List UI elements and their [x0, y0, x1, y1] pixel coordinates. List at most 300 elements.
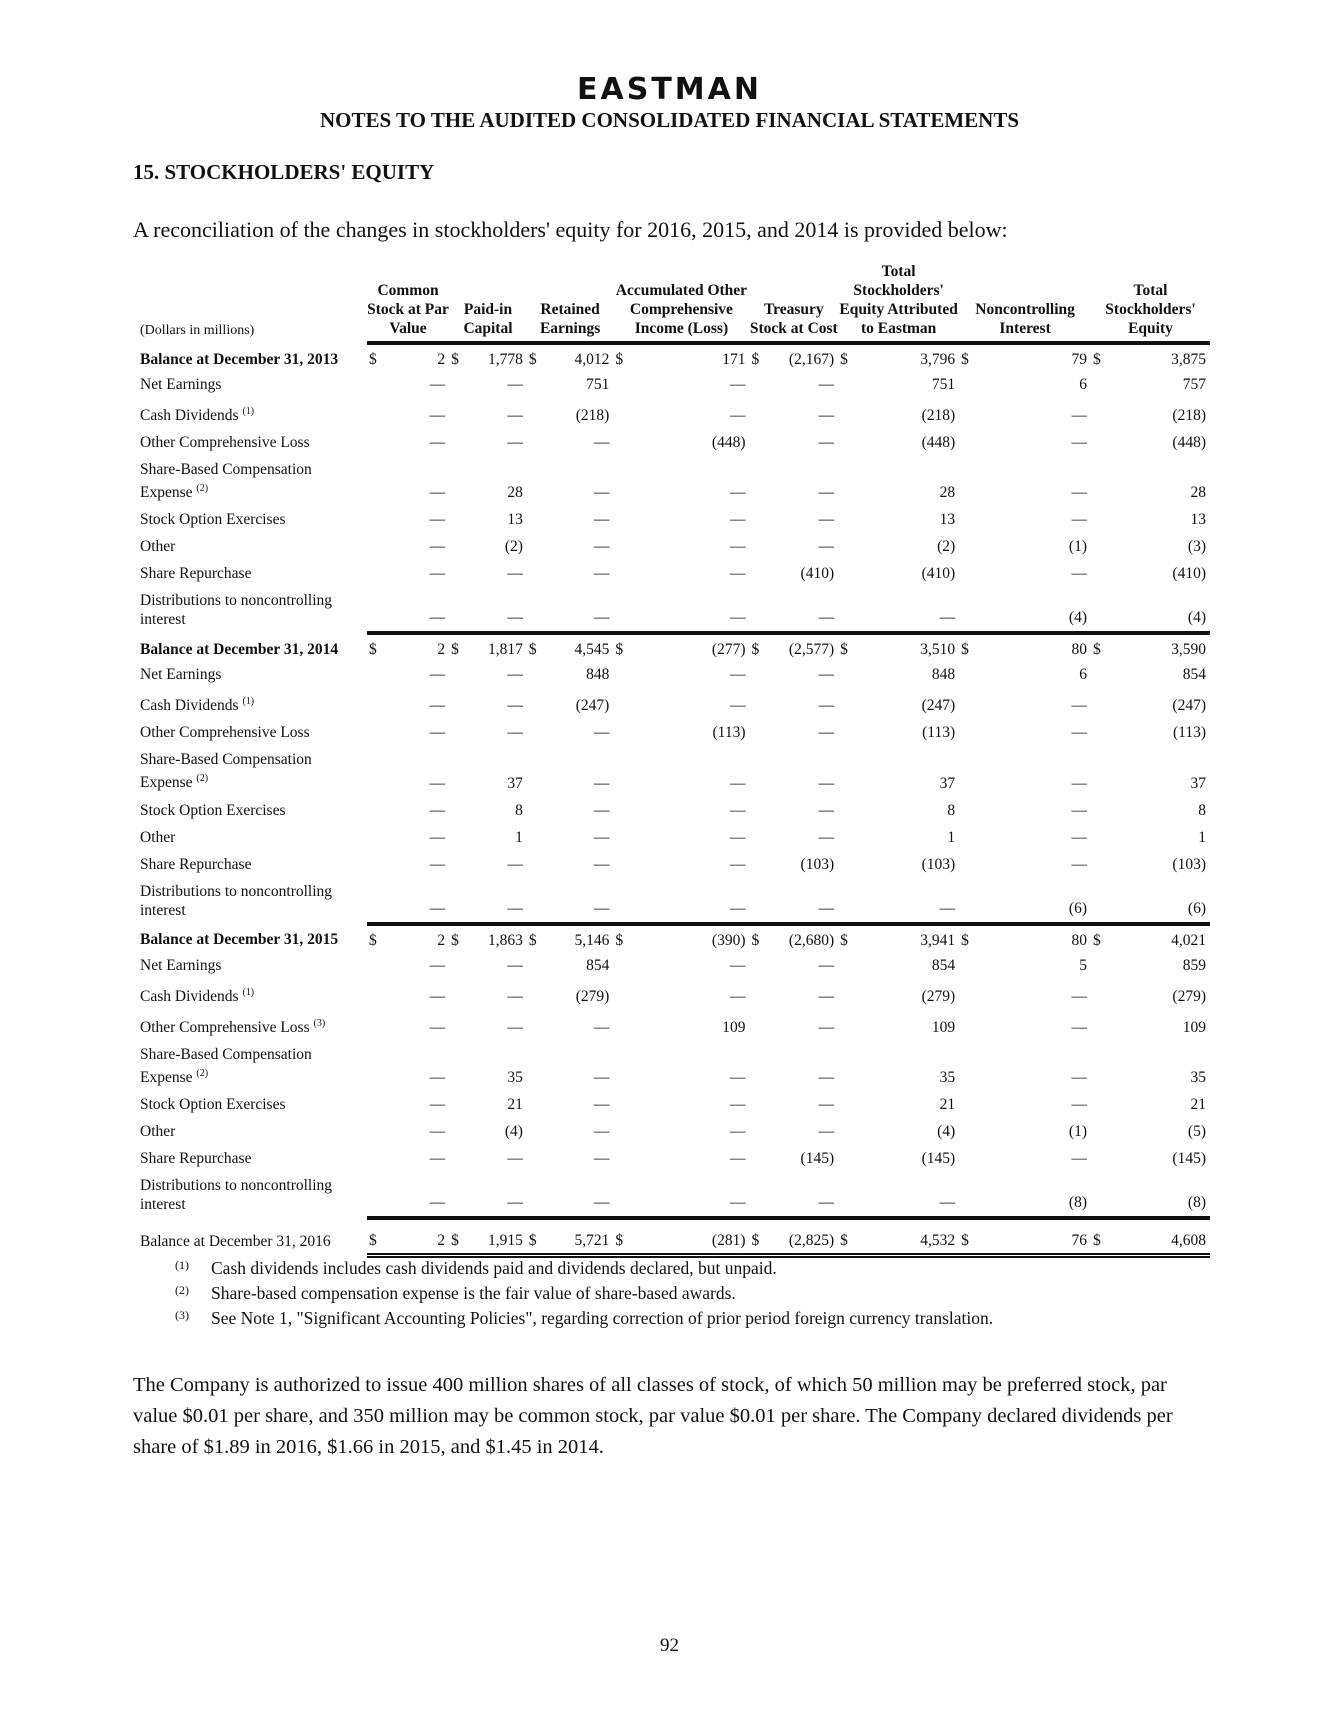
table-cell: 1,778 [488, 351, 523, 368]
currency-symbol: $ [961, 351, 969, 368]
table-cell: — [818, 1018, 835, 1036]
currency-symbol [613, 1145, 628, 1172]
currency-symbol [838, 746, 853, 796]
row-label [140, 979, 367, 1010]
currency-symbol [1091, 979, 1106, 1010]
table-cell: — [429, 801, 446, 819]
currency-symbol [367, 952, 382, 979]
table-cell: 13 [1190, 511, 1206, 529]
row-label [140, 1172, 367, 1218]
table-cell: (247) [575, 697, 610, 715]
unit-label: (Dollars in millions) [140, 323, 255, 338]
currency-symbol [838, 398, 853, 429]
currency-symbol [613, 587, 628, 633]
table-row [140, 952, 1210, 979]
table-cell: 757 [1182, 376, 1206, 393]
row-label-text: Share-Based Compensation Expense [140, 461, 312, 502]
table-row [140, 633, 1210, 661]
table-cell: — [1071, 801, 1087, 819]
footnote-ref: (3) [313, 1017, 326, 1029]
currency-symbol [1091, 1118, 1106, 1145]
table-cell: (410) [800, 565, 835, 583]
currency-symbol [449, 851, 464, 878]
currency-symbol [750, 979, 765, 1010]
table-cell: 28 [507, 484, 523, 502]
table-cell: — [507, 434, 523, 452]
table-cell: (2,577) [788, 641, 835, 659]
column-header: Retained Earnings [527, 262, 613, 343]
table-cell: (4) [504, 1123, 523, 1141]
currency-symbol: $ [751, 931, 760, 949]
table-cell: — [429, 407, 446, 425]
currency-symbol [527, 398, 542, 429]
currency-symbol [367, 429, 382, 456]
column-header: Total Stockholders' Equity Attributed to Eastman [838, 262, 959, 343]
table-cell: 109 [1182, 1018, 1206, 1036]
table-cell: (3) [1187, 538, 1206, 556]
currency-symbol [1091, 456, 1106, 506]
table-cell: — [507, 565, 523, 583]
table-cell: (279) [921, 987, 956, 1005]
table-cell: — [730, 956, 746, 974]
row-label [140, 719, 367, 746]
currency-symbol [959, 1118, 974, 1145]
table-cell: — [853, 587, 959, 633]
currency-symbol: $ [840, 351, 848, 368]
currency-symbol [527, 1010, 542, 1041]
table-cell: 21 [939, 1096, 956, 1114]
table-cell: — [429, 434, 446, 452]
table-cell: (113) [922, 724, 956, 742]
table-cell: — [593, 1096, 610, 1114]
table-cell: — [429, 697, 446, 715]
table-cell: (2) [504, 538, 523, 556]
currency-symbol [1091, 719, 1106, 746]
table-cell: 1 [947, 828, 956, 846]
row-label-text: Other [140, 1123, 176, 1141]
table-row [140, 688, 1210, 719]
currency-symbol [838, 533, 853, 560]
table-cell: — [382, 878, 449, 924]
table-cell: — [593, 538, 610, 556]
table-cell: 854 [586, 956, 610, 974]
currency-symbol [959, 1091, 974, 1118]
currency-symbol [1091, 851, 1106, 878]
table-cell: — [429, 565, 446, 583]
currency-symbol [449, 506, 464, 533]
row-label-text: Share Repurchase [140, 1150, 252, 1168]
currency-symbol [750, 587, 765, 633]
table-cell: — [1071, 1018, 1087, 1036]
currency-symbol: $ [1091, 1218, 1106, 1256]
currency-symbol [959, 688, 974, 719]
currency-symbol [1091, 952, 1106, 979]
currency-symbol [449, 688, 464, 719]
currency-symbol [838, 797, 853, 824]
footnote-ref: (1) [242, 696, 255, 708]
table-cell: (6) [1106, 878, 1210, 924]
table-cell: (448) [711, 434, 746, 452]
footnote [175, 1283, 993, 1304]
currency-symbol [527, 851, 542, 878]
table-row [140, 371, 1210, 398]
currency-symbol [838, 719, 853, 746]
currency-symbol [613, 878, 628, 924]
table-cell: (279) [575, 987, 610, 1005]
table-cell: (410) [1172, 565, 1206, 583]
currency-symbol [449, 429, 464, 456]
table-cell: — [382, 587, 449, 633]
currency-symbol: $ [528, 641, 537, 659]
table-cell: 4,021 [1171, 931, 1206, 949]
currency-symbol [449, 824, 464, 851]
currency-symbol [449, 746, 464, 796]
footnote-text: Share-based compensation expense is the fair value of share-based awards. [211, 1283, 736, 1303]
table-cell: — [818, 434, 835, 452]
currency-symbol: $ [368, 641, 377, 659]
currency-symbol [750, 688, 765, 719]
table-cell: 21 [1190, 1096, 1206, 1114]
currency-symbol [838, 1041, 853, 1091]
currency-symbol [750, 878, 765, 924]
table-cell: — [429, 987, 446, 1005]
page-number: 92 [660, 1635, 679, 1656]
currency-symbol: $ [528, 351, 537, 368]
table-row [140, 1091, 1210, 1118]
currency-symbol [613, 533, 628, 560]
footnote-ref: (1) [242, 986, 255, 998]
currency-symbol [750, 1041, 765, 1091]
currency-symbol [527, 587, 542, 633]
currency-symbol [838, 661, 853, 688]
currency-symbol [367, 506, 382, 533]
table-cell: — [593, 511, 610, 529]
currency-symbol [959, 506, 974, 533]
footnote-marker: (2) [175, 1283, 189, 1297]
currency-symbol: $ [1093, 931, 1101, 949]
currency-symbol: $ [615, 641, 624, 659]
currency-symbol: $ [527, 1218, 542, 1256]
table-cell: 751 [586, 376, 610, 393]
row-label [140, 633, 367, 661]
currency-symbol [838, 824, 853, 851]
table-cell: — [1071, 724, 1087, 742]
row-label-text: Balance at December 31, 2013 [140, 350, 339, 368]
row-label-text: Net Earnings [140, 376, 222, 393]
currency-symbol [959, 1041, 974, 1091]
table-cell: — [429, 1123, 446, 1141]
table-cell: (103) [1172, 855, 1206, 873]
table-cell: (4) [937, 1123, 956, 1141]
table-cell: 4,532 [853, 1218, 959, 1256]
row-label [140, 587, 367, 633]
table-cell: (2,825) [765, 1218, 838, 1256]
currency-symbol [449, 1118, 464, 1145]
currency-symbol [449, 797, 464, 824]
currency-symbol [367, 746, 382, 796]
table-cell: — [507, 376, 523, 393]
table-cell: 751 [931, 376, 956, 393]
table-cell: — [1071, 697, 1087, 715]
currency-symbol [959, 1145, 974, 1172]
currency-symbol [613, 1010, 628, 1041]
currency-symbol [1091, 1041, 1106, 1091]
currency-symbol [449, 560, 464, 587]
currency-symbol [527, 560, 542, 587]
currency-symbol [1091, 371, 1106, 398]
table-cell: — [765, 587, 838, 633]
table-cell: — [628, 587, 749, 633]
table-cell: 35 [507, 1069, 523, 1087]
currency-symbol [527, 1145, 542, 1172]
table-row [140, 1118, 1210, 1145]
currency-symbol [449, 979, 464, 1010]
currency-symbol [750, 851, 765, 878]
table-cell: — [765, 1172, 838, 1218]
row-label [140, 1091, 367, 1118]
row-label-text: Distributions to noncontrolling interest [140, 1177, 333, 1214]
table-cell: — [593, 724, 610, 742]
table-cell: 3,875 [1171, 351, 1206, 368]
table-cell: — [429, 828, 446, 846]
row-label-text: Distributions to noncontrolling interest [140, 882, 333, 919]
table-cell: 3,590 [1171, 641, 1206, 659]
currency-symbol [367, 1010, 382, 1041]
table-row [140, 1010, 1210, 1041]
currency-symbol [449, 1091, 464, 1118]
table-cell: 859 [1182, 956, 1206, 974]
currency-symbol [1091, 533, 1106, 560]
column-header: Accumulated Other Comprehensive Income (Loss) [613, 262, 749, 343]
table-cell: — [1071, 565, 1087, 583]
footnotes [175, 1258, 993, 1333]
table-cell: 37 [507, 774, 523, 792]
table-cell: — [1071, 407, 1087, 425]
table-cell: (390) [711, 931, 746, 949]
table-cell: — [730, 1150, 746, 1168]
table-cell: — [593, 565, 610, 583]
currency-symbol: $ [449, 1218, 464, 1256]
column-header: Noncontrolling Interest [959, 262, 1091, 343]
table-cell: — [730, 407, 746, 425]
currency-symbol [527, 688, 542, 719]
table-cell: — [429, 376, 446, 393]
table-cell: — [1071, 484, 1087, 502]
currency-symbol [613, 979, 628, 1010]
table-cell: 1 [515, 828, 523, 846]
table-cell: (2) [937, 538, 956, 556]
closing-paragraph: The Company is authorized to issue 400 million shares of all classes of stock, of which 50 million may be preferred stock, par value $0.01 per share, and 350 million may be common stock, par value $0.01 per share. The Company declared dividends per share of $1.89 in 2016, $1.66 in 2015, and $1.45 in 2014. [133, 1374, 1173, 1458]
table-cell: — [818, 1069, 835, 1087]
row-label [140, 661, 367, 688]
table-cell: — [730, 666, 746, 684]
table-cell: 2 [437, 641, 446, 659]
table-cell: — [429, 724, 446, 742]
row-label [140, 506, 367, 533]
table-cell: 3,510 [920, 641, 956, 659]
table-cell: — [818, 1096, 835, 1114]
table-cell: (145) [1172, 1150, 1206, 1168]
currency-symbol: $ [615, 931, 624, 949]
table-cell: — [429, 538, 446, 556]
section-title: 15. STOCKHOLDERS' EQUITY [133, 160, 435, 184]
currency-symbol: $ [368, 351, 377, 368]
currency-symbol [838, 851, 853, 878]
table-cell: 6 [1079, 666, 1087, 684]
table-cell: 4,545 [574, 641, 610, 659]
currency-symbol [367, 1041, 382, 1091]
currency-symbol [1091, 878, 1106, 924]
row-label-text: Other Comprehensive Loss [140, 434, 310, 452]
currency-symbol [750, 719, 765, 746]
table-cell: — [382, 1172, 449, 1218]
currency-symbol [613, 952, 628, 979]
table-cell: — [507, 666, 523, 684]
footnote-ref: (2) [196, 773, 209, 785]
table-cell: 2 [437, 351, 446, 368]
table-cell: — [542, 587, 613, 633]
currency-symbol [367, 661, 382, 688]
currency-symbol [750, 506, 765, 533]
table-cell: (113) [712, 724, 746, 742]
currency-symbol [959, 429, 974, 456]
currency-symbol [959, 587, 974, 633]
table-cell: — [1071, 1069, 1087, 1087]
currency-symbol [527, 979, 542, 1010]
table-cell: 13 [507, 511, 523, 529]
table-cell: — [818, 1123, 835, 1141]
currency-symbol [449, 1172, 464, 1218]
currency-symbol [449, 661, 464, 688]
table-cell: — [593, 774, 610, 792]
table-cell: — [593, 434, 610, 452]
currency-symbol [750, 429, 765, 456]
table-cell: — [507, 987, 523, 1005]
currency-symbol [959, 952, 974, 979]
table-cell: — [628, 878, 749, 924]
table-header-row [140, 262, 1210, 343]
currency-symbol [838, 979, 853, 1010]
currency-symbol: $ [750, 1218, 765, 1256]
table-cell: — [1071, 434, 1087, 452]
currency-symbol [449, 952, 464, 979]
table-cell: — [818, 828, 835, 846]
table-cell: 2 [437, 931, 446, 949]
row-label [140, 398, 367, 429]
row-label-text: Stock Option Exercises [140, 511, 286, 529]
table-cell: 1,863 [488, 931, 523, 949]
table-cell: — [818, 511, 835, 529]
table-cell: — [1071, 1150, 1087, 1168]
table-row [140, 456, 1210, 506]
currency-symbol [449, 1145, 464, 1172]
currency-symbol [838, 506, 853, 533]
currency-symbol [838, 371, 853, 398]
table-cell: (113) [1173, 724, 1206, 742]
table-cell: — [730, 538, 746, 556]
currency-symbol [613, 1172, 628, 1218]
currency-symbol [750, 952, 765, 979]
table-cell: — [818, 697, 835, 715]
table-cell: — [593, 1069, 610, 1087]
table-cell: — [593, 801, 610, 819]
table-cell: — [1071, 855, 1087, 873]
table-cell: 171 [722, 351, 746, 368]
table-row [140, 924, 1210, 952]
table-row [140, 1041, 1210, 1091]
row-label-text: Stock Option Exercises [140, 1096, 286, 1114]
footnote [175, 1258, 993, 1279]
currency-symbol [750, 824, 765, 851]
table-cell: — [1071, 511, 1087, 529]
currency-symbol [613, 371, 628, 398]
currency-symbol [449, 371, 464, 398]
currency-symbol [613, 688, 628, 719]
table-cell: (4) [974, 587, 1091, 633]
table-cell: 2 [382, 1218, 449, 1256]
row-label [140, 1118, 367, 1145]
table-cell: — [730, 987, 746, 1005]
table-cell: 3,941 [920, 931, 956, 949]
footnote-marker: (3) [175, 1308, 189, 1322]
table-row [140, 1218, 1210, 1256]
table-cell: — [818, 484, 835, 502]
table-cell: 5 [1079, 956, 1087, 974]
table-cell: — [507, 697, 523, 715]
currency-symbol: $ [1093, 351, 1101, 368]
table-cell: 37 [939, 774, 956, 792]
table-cell: — [730, 855, 746, 873]
currency-symbol [838, 429, 853, 456]
currency-symbol [750, 1091, 765, 1118]
currency-symbol: $ [840, 931, 848, 949]
currency-symbol: $ [961, 931, 969, 949]
table-cell: (2,167) [788, 351, 835, 368]
table-cell: 854 [931, 956, 956, 974]
row-label [140, 952, 367, 979]
intro-text: A reconciliation of the changes in stockholders' equity for 2016, 2015, and 2014 is provided below: [133, 217, 1008, 242]
currency-symbol [367, 719, 382, 746]
table-cell: — [1071, 774, 1087, 792]
table-cell: — [429, 1069, 446, 1087]
table-cell: (4) [1106, 587, 1210, 633]
row-label-text: Share Repurchase [140, 565, 252, 583]
table-cell: 5,146 [574, 931, 610, 949]
table-cell: 35 [939, 1069, 956, 1087]
table-cell: — [1071, 987, 1087, 1005]
currency-symbol [449, 533, 464, 560]
row-label [140, 824, 367, 851]
table-cell: 80 [1071, 641, 1087, 659]
currency-symbol [527, 661, 542, 688]
currency-symbol [1091, 797, 1106, 824]
currency-symbol [527, 878, 542, 924]
row-label [140, 1041, 367, 1091]
currency-symbol [750, 1010, 765, 1041]
currency-symbol [449, 587, 464, 633]
table-cell: (103) [800, 855, 835, 873]
table-cell: — [507, 407, 523, 425]
currency-symbol [959, 719, 974, 746]
table-cell: (410) [921, 565, 956, 583]
currency-symbol [367, 1172, 382, 1218]
table-cell: — [429, 484, 446, 502]
footnote-ref: (2) [196, 483, 209, 495]
table-cell: (277) [711, 641, 746, 659]
row-label-text: Balance at December 31, 2016 [140, 1232, 331, 1250]
table-row [140, 797, 1210, 824]
currency-symbol: $ [451, 641, 459, 659]
